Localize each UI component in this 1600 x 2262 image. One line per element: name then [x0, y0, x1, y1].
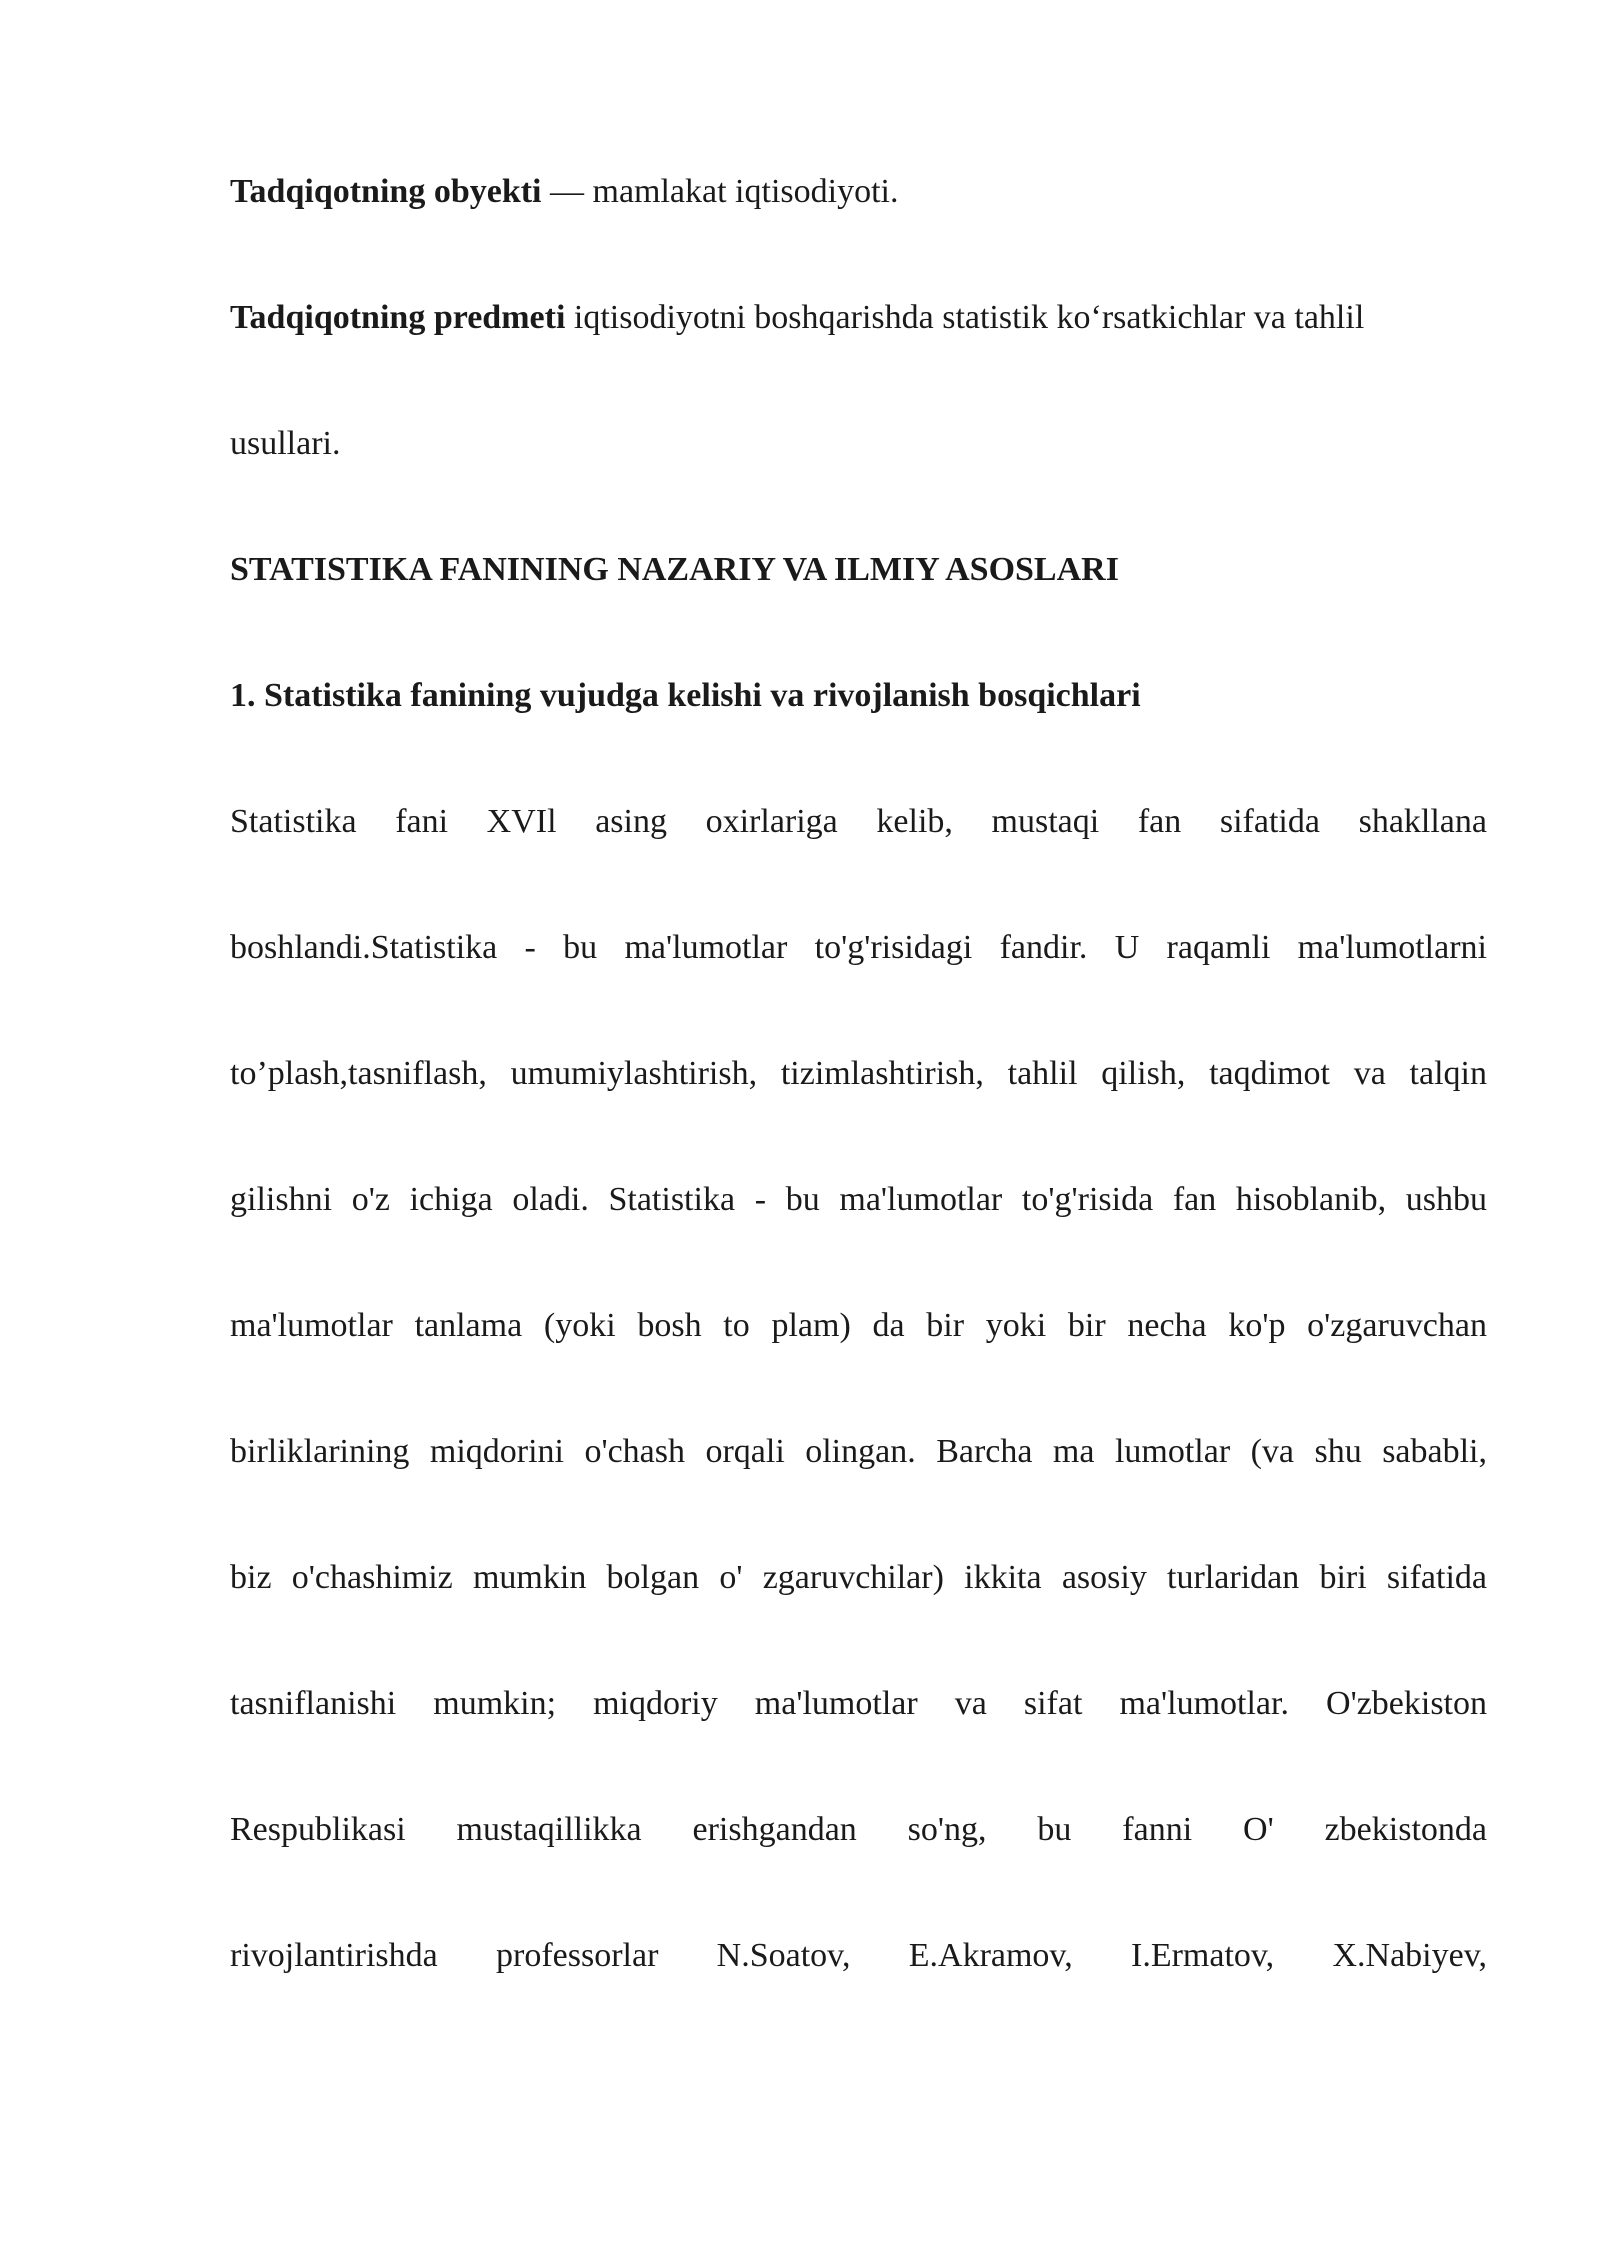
- research-object-text: — mamlakat iqtisodiyoti.: [541, 173, 899, 210]
- body-line: boshlandi.Statistika - bu ma'lumotlar to'g'risidagi fandir. U raqamli ma'lumotlarni: [230, 929, 1487, 966]
- body-line: biz o'chashimiz mumkin bolgan o' zgaruvchilar) ikkita asosiy turlaridan biri sifatida: [230, 1559, 1487, 1596]
- research-subject-text: iqtisodiyotni boshqarishda statistik koʻrsatkichlar va tahlil: [565, 299, 1365, 336]
- body-line: birliklarining miqdorini o'chash orqali olingan. Barcha ma lumotlar (va shu sababli,: [230, 1433, 1487, 1470]
- body-line: Respublikasi mustaqillikka erishgandan so'ng, bu fanni O' zbekistonda: [230, 1811, 1487, 1848]
- research-object-label: Tadqiqotning obyekti: [230, 173, 542, 210]
- research-subject-label: Tadqiqotning predmeti: [230, 299, 566, 336]
- body-line: rivojlantirishda professorlar N.Soatov, E.Akramov, I.Ermatov, X.Nabiyev,: [230, 1937, 1487, 1974]
- body-line: gilishni o'z ichiga oladi. Statistika - bu ma'lumotlar to'g'risida fan hisoblanib, ushbu: [230, 1181, 1487, 1218]
- research-object-paragraph: [230, 170, 1487, 214]
- body-line: tasniflanishi mumkin; miqdoriy ma'lumotlar va sifat ma'lumotlar. O'zbekiston: [230, 1685, 1487, 1722]
- research-subject-line-2: usullari.: [230, 425, 341, 462]
- section-heading: STATISTIKA FANINING NAZARIY VA ILMIY ASOSLARI: [230, 551, 1119, 588]
- subsection-heading: 1. Statistika fanining vujudga kelishi va rivojlanish bosqichlari: [230, 677, 1141, 714]
- body-line: to’plash,tasniflash, umumiylashtirish, tizimlashtirish, tahlil qilish, taqdimot va talqin: [230, 1055, 1487, 1092]
- body-line: ma'lumotlar tanlama (yoki bosh to plam) da bir yoki bir necha ko'p o'zgaruvchan: [230, 1307, 1487, 1344]
- body-line: Statistika fani XVIl asing oxirlariga kelib, mustaqi fan sifatida shakllana: [230, 803, 1487, 840]
- research-subject-line-1: [230, 296, 1487, 340]
